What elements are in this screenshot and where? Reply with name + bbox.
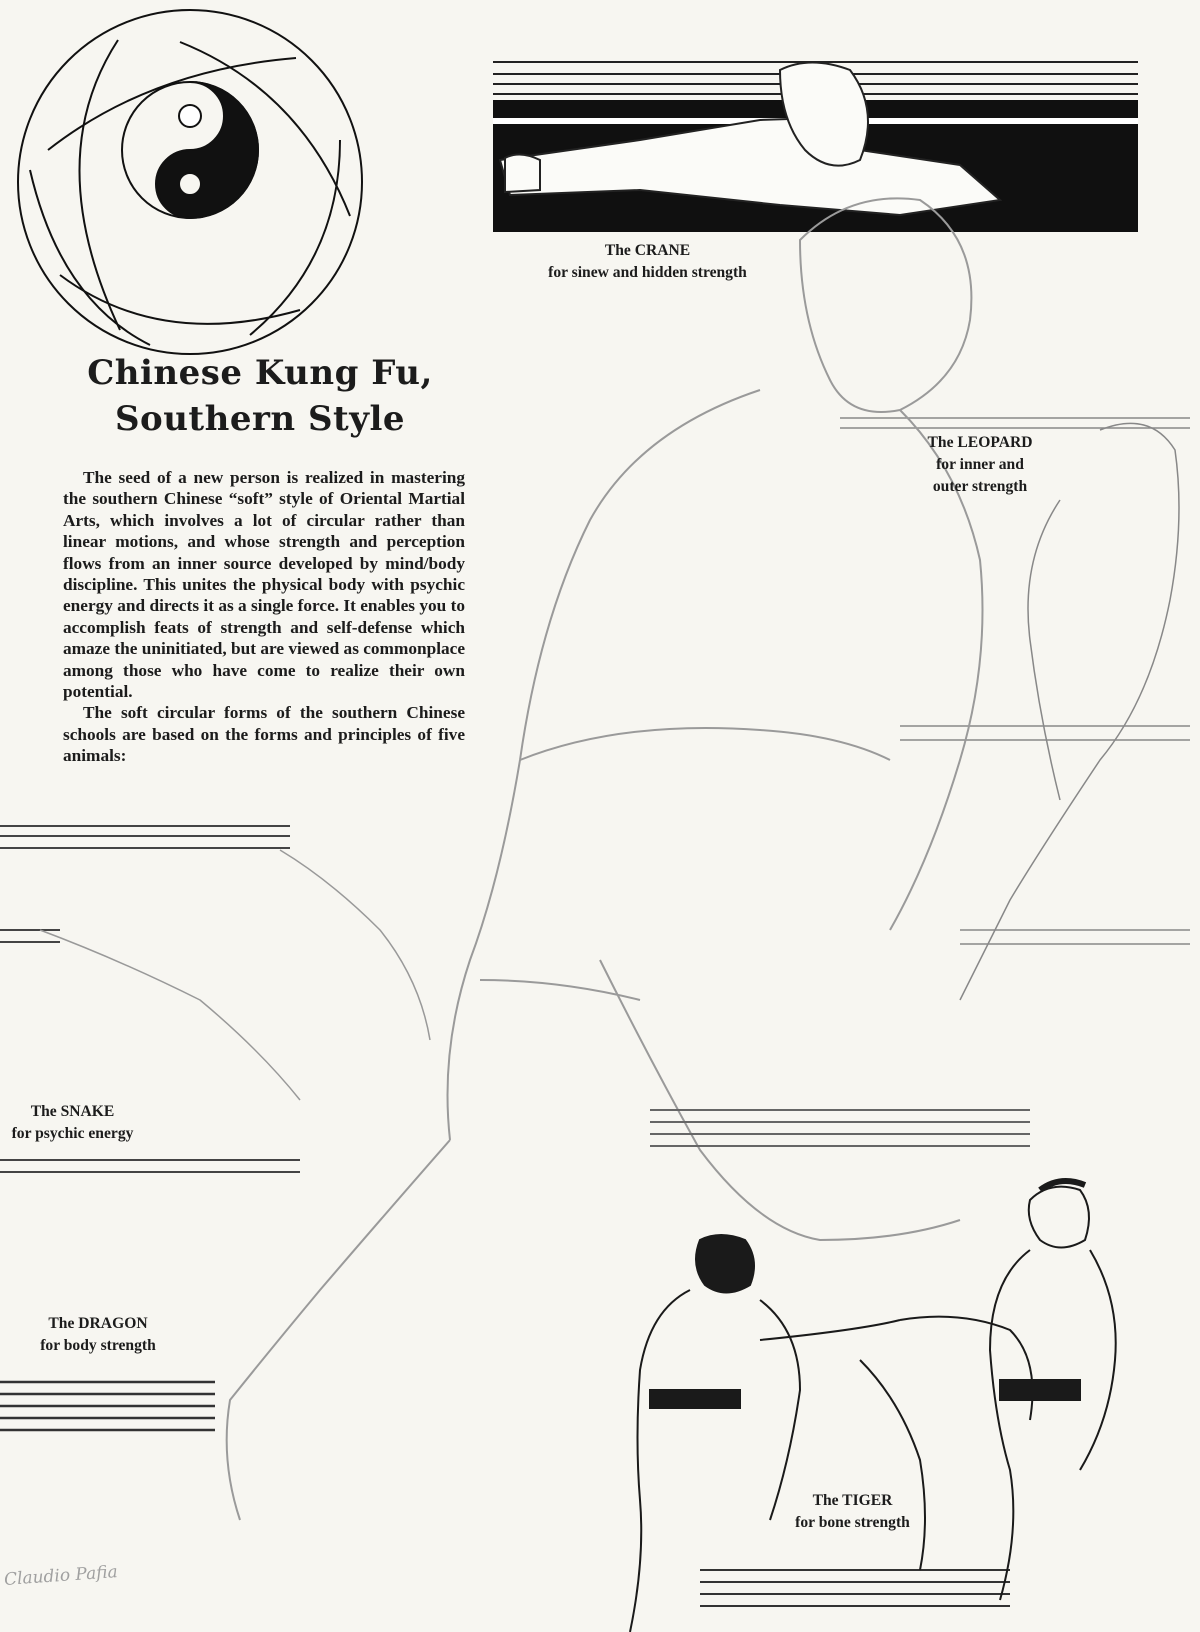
- caption-desc: for inner and: [936, 456, 1024, 473]
- title-line: Southern Style: [114, 399, 406, 439]
- leopard-panel: [840, 418, 1190, 1000]
- title-line: Chinese Kung Fu,: [87, 353, 433, 393]
- caption-name: The SNAKE: [30, 1103, 115, 1120]
- caption-name: The LEOPARD: [927, 434, 1033, 451]
- caption-desc: for psychic energy: [11, 1125, 134, 1142]
- caption-desc: for bone strength: [795, 1514, 910, 1531]
- body-text: [63, 467, 465, 767]
- yin-yang-emblem-icon: [18, 10, 362, 354]
- page-title: [60, 350, 460, 442]
- paragraph: The soft circular forms of the southern Chinese schools are based on the forms and principles of five animals:: [63, 703, 465, 766]
- dragon-caption: [28, 1313, 168, 1357]
- caption-desc: for body strength: [40, 1337, 156, 1354]
- caption-name: The TIGER: [812, 1492, 893, 1509]
- tiger-figures: [630, 1181, 1116, 1632]
- leopard-caption: [900, 432, 1060, 498]
- paragraph: The seed of a new person is realized in mastering the southern Chinese “soft” style of Oriental Martial Arts, which involves a lot of circular rather than linear motions, and whose strength and perception flows from an inner source developed by mind/body discipline. This unites the physical body with psychic energy and directs it as a single force. It enables you to accomplish feats of strength and self-defense which amaze the uninitiated, but are viewed as commonplace among those who have come to realize their own potential.: [63, 468, 465, 702]
- tiger-caption: [780, 1490, 925, 1534]
- crane-caption: [520, 240, 775, 284]
- caption-desc: outer strength: [932, 478, 1028, 495]
- caption-name: The CRANE: [604, 242, 691, 259]
- crane-panel: [493, 62, 1138, 232]
- snake-caption: [0, 1101, 145, 1145]
- artist-signature: Claudio Pafia: [3, 1562, 119, 1590]
- caption-name: The DRAGON: [48, 1315, 148, 1332]
- caption-desc: for sinew and hidden strength: [548, 264, 747, 281]
